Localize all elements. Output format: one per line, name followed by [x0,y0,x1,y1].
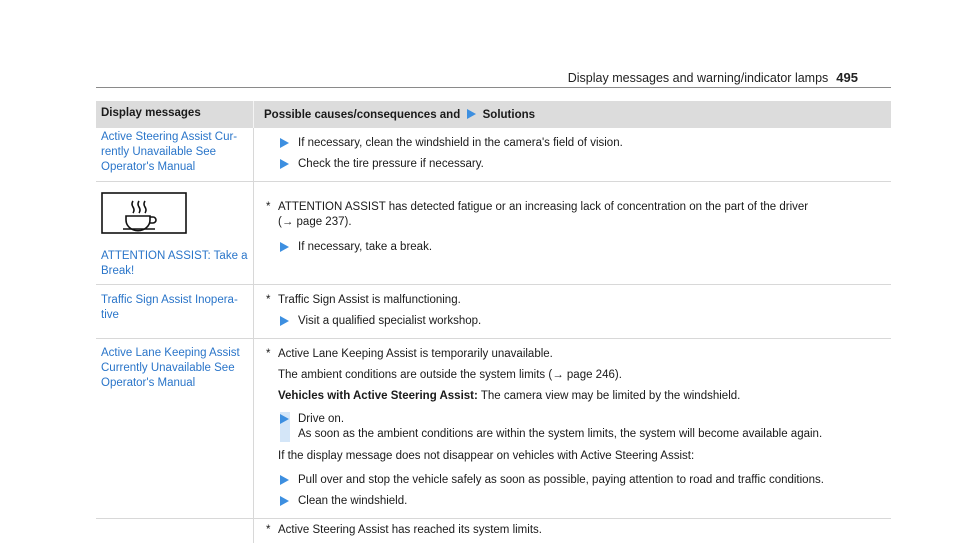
bullet-star: * [266,201,271,213]
solution-text: Pull over and stop the vehicle safely as soon as possible, paying attention to road and traffic conditions. [298,474,824,486]
solution-text: Check the tire pressure if necessary. [298,158,484,170]
cause-text: Traffic Sign Assist is malfunctioning. [278,294,461,306]
info-paragraph [278,389,885,404]
message-line: rently Unavailable See [101,146,217,158]
triangle-icon [280,138,289,148]
header-title: Display messages and warning/indicator lamps [567,71,829,85]
table-row [96,285,891,339]
message-line: ATTENTION ASSIST: Take a [101,250,248,262]
message-line: tive [101,309,119,321]
cause-text: Active Lane Keeping Assist is temporarily unavailable. [278,348,553,360]
solution-step [280,157,885,172]
cause-item [266,293,885,308]
solution-text: If necessary, take a break. [298,241,433,253]
header-rule [96,87,891,88]
cause-item [266,200,885,230]
info-text: The camera view may be limited by the windshield. [477,390,741,402]
causes-solutions [254,285,891,338]
bullet-star: * [266,524,271,536]
display-message [96,285,254,338]
messages-table [96,101,891,543]
message-line: Active Lane Keeping Assist [101,347,240,359]
causes-solutions [254,519,891,543]
bullet-star: * [266,348,271,360]
cause-text: (→ page 237). [278,216,352,228]
message-line: Operator's Manual [101,161,196,173]
col-header-causes-text: Possible causes/consequences and [264,109,461,121]
cause-text: ATTENTION ASSIST has detected fatigue or an increasing lack of concentration on the part of the driver [278,201,809,213]
table-row [96,339,891,519]
message-line: Break! [101,265,135,277]
causes-solutions [254,128,891,181]
message-line: Traffic Sign Assist Inopera- [101,294,238,306]
cause-item [266,347,885,362]
message-line: Operator's Manual [101,377,196,389]
bold-label: Vehicles with Active Steering Assist: [278,390,478,402]
triangle-icon [280,475,289,485]
message-line: Currently Unavailable See [101,362,235,374]
display-message [96,182,254,284]
table-header-row [96,101,891,128]
causes-solutions [254,182,891,284]
solution-step [280,473,885,488]
triangle-icon [280,159,289,169]
cause-text: Active Steering Assist has reached its system limits. [278,524,542,536]
table-row [96,128,891,182]
solution-step [280,240,885,255]
col-header-causes [254,101,891,128]
solution-step [280,136,885,151]
triangle-icon [467,109,476,119]
message-line: Active Steering Assist Cur- [101,131,238,143]
page-number: 495 [836,70,858,85]
triangle-icon [280,242,289,252]
display-message [96,128,254,181]
causes-solutions [254,339,891,518]
triangle-icon [280,496,289,506]
bullet-star: * [266,294,271,306]
cause-item [266,523,885,538]
display-message [96,519,254,543]
solution-text: As soon as the ambient conditions are within the system limits, the system will become available again. [298,428,823,440]
col-header-solutions-text: Solutions [482,109,536,121]
solution-step [280,494,885,509]
solution-text: Drive on. [298,413,345,425]
solution-text: If necessary, clean the windshield in the camera's field of vision. [298,137,623,149]
col-header-messages: Display messages [96,101,254,128]
info-paragraph: If the display message does not disappear on vehicles with Active Steering Assist: [278,450,695,462]
solution-step [280,314,885,329]
solution-text: Clean the windshield. [298,495,408,507]
running-header [0,70,858,85]
triangle-icon [280,316,289,326]
solution-text: Visit a qualified specialist workshop. [298,315,482,327]
triangle-icon [280,414,289,424]
table-row [96,519,891,543]
table-row [96,182,891,285]
solution-step [280,412,885,442]
info-paragraph: The ambient conditions are outside the system limits (→ page 246). [278,369,622,381]
display-message [96,339,254,518]
coffee-cup-icon [101,192,249,239]
